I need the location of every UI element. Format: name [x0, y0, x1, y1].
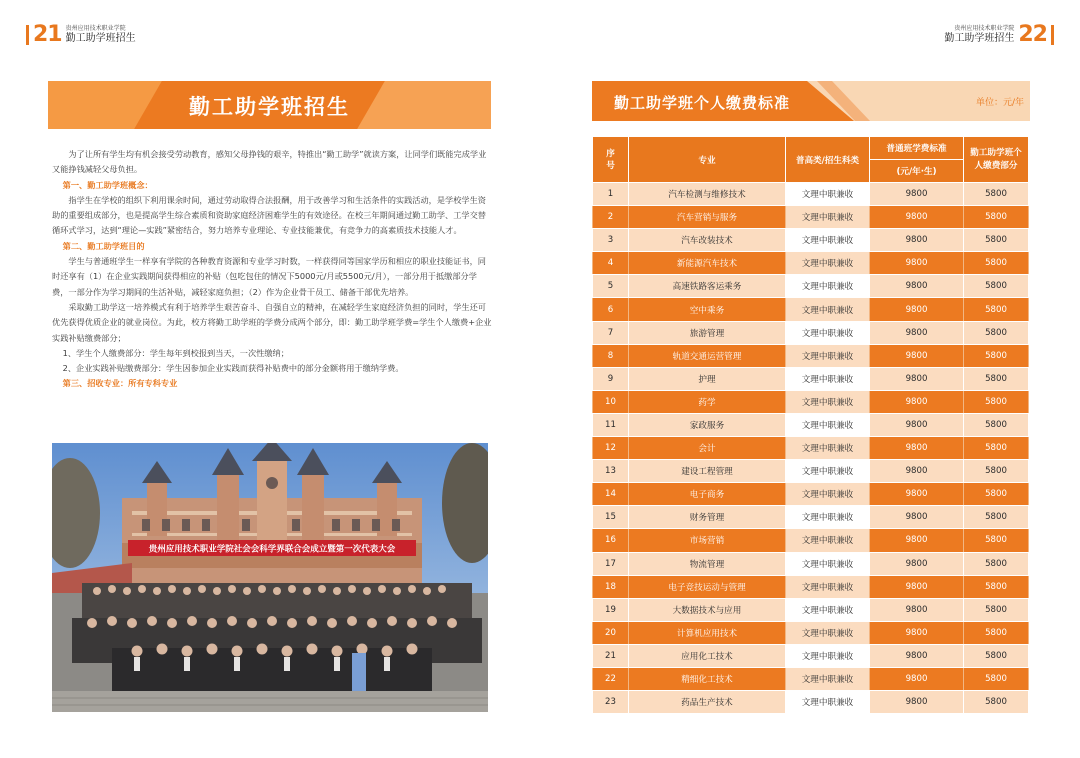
cell-type: 文理中职兼收: [786, 667, 870, 690]
cell-standard: 9800: [870, 413, 964, 436]
cell-fee: 5800: [964, 229, 1029, 252]
cell-type: 文理中职兼收: [786, 691, 870, 714]
running-title: 勤工助学班招生: [65, 32, 136, 44]
cell-fee: 5800: [964, 506, 1029, 529]
cell-fee: 5800: [964, 691, 1029, 714]
table-row: [593, 252, 1029, 275]
cell-standard: 9800: [870, 321, 964, 344]
cell-fee: 5800: [964, 598, 1029, 621]
page-number-bar: [26, 25, 29, 45]
cell-standard: 9800: [870, 460, 964, 483]
group-photo: [52, 443, 488, 712]
cell-type: 文理中职兼收: [786, 275, 870, 298]
table-row: [593, 460, 1029, 483]
cell-major: 空中乘务: [629, 298, 786, 321]
table-row: [593, 691, 1029, 714]
cell-major: 护理: [629, 367, 786, 390]
table-row: [593, 390, 1029, 413]
cell-standard: 9800: [870, 252, 964, 275]
cell-standard: 9800: [870, 598, 964, 621]
table-row: [593, 413, 1029, 436]
cell-major: 汽车改装技术: [629, 229, 786, 252]
cell-major: 市场营销: [629, 529, 786, 552]
column-header-index: 序号: [593, 137, 629, 183]
cell-fee: 5800: [964, 206, 1029, 229]
cell-standard: 9800: [870, 644, 964, 667]
column-header-major: 专业: [629, 137, 786, 183]
cell-index: 14: [593, 483, 629, 506]
cell-standard: 9800: [870, 667, 964, 690]
school-name: 贵州应用技术职业学院: [954, 24, 1015, 32]
intro-paragraph: 为了让所有学生均有机会接受劳动教育，感知父母挣钱的艰辛，特推出“勤工助学”就读方案，让同学们既能完成学业又能挣钱减轻父母负担。: [52, 149, 487, 175]
cell-type: 文理中职兼收: [786, 437, 870, 460]
table-row: [593, 321, 1029, 344]
section1-paragraph: 指学生在学校的组织下利用课余时间，通过劳动取得合法报酬，用于改善学习和生活条件的实践活动，是学校学生资助的重要组成部分，也是提高学生综合素质和资助家庭经济困难学生的有效途径。在校三年期间通过勤工助学、工学交替循环式学习，达到“理论—实践”紧密结合，努力培养专业理论、专业技能兼优，有竞争力的高素质技术技能人才。: [52, 194, 486, 236]
cell-type: 文理中职兼收: [786, 552, 870, 575]
left-banner-title: 勤工助学班招生: [189, 95, 350, 119]
cell-index: 18: [593, 575, 629, 598]
cell-major: 电子商务: [629, 483, 786, 506]
column-header-standard-unit: (元/年·生): [870, 160, 964, 183]
section3-heading: 第三、招收专业：所有专科专业: [62, 378, 178, 389]
cell-major: 物流管理: [629, 552, 786, 575]
cell-index: 1: [593, 183, 629, 206]
cell-index: 21: [593, 644, 629, 667]
cell-index: 22: [593, 667, 629, 690]
cell-index: 3: [593, 229, 629, 252]
cell-type: 文理中职兼收: [786, 367, 870, 390]
cell-fee: 5800: [964, 621, 1029, 644]
cell-type: 文理中职兼收: [786, 483, 870, 506]
cell-standard: 9800: [870, 621, 964, 644]
cell-type: 文理中职兼收: [786, 206, 870, 229]
cell-type: 文理中职兼收: [786, 321, 870, 344]
cell-index: 13: [593, 460, 629, 483]
table-row: [593, 275, 1029, 298]
fee-table: [592, 136, 1029, 714]
table-row: [593, 183, 1029, 206]
cell-index: 5: [593, 275, 629, 298]
cell-index: 4: [593, 252, 629, 275]
cell-fee: 5800: [964, 552, 1029, 575]
table-row: [593, 206, 1029, 229]
cell-major: 精细化工技术: [629, 667, 786, 690]
cell-index: 6: [593, 298, 629, 321]
cell-standard: 9800: [870, 206, 964, 229]
cell-standard: 9800: [870, 575, 964, 598]
cell-fee: 5800: [964, 460, 1029, 483]
cell-type: 文理中职兼收: [786, 390, 870, 413]
list-item: 2、企业实践补贴缴费部分：学生因参加企业实践而获得补贴费中的部分金额将用于缴纳学费。: [62, 363, 404, 374]
cell-fee: 5800: [964, 275, 1029, 298]
table-row: [593, 483, 1029, 506]
page-number-bar: [1051, 25, 1054, 45]
cell-index: 17: [593, 552, 629, 575]
cell-type: 文理中职兼收: [786, 183, 870, 206]
cell-major: 会计: [629, 437, 786, 460]
table-row: [593, 344, 1029, 367]
cell-major: 家政服务: [629, 413, 786, 436]
cell-standard: 9800: [870, 183, 964, 206]
cell-standard: 9800: [870, 483, 964, 506]
cell-standard: 9800: [870, 298, 964, 321]
cell-major: 财务管理: [629, 506, 786, 529]
cell-type: 文理中职兼收: [786, 344, 870, 367]
section1-heading: 第一、勤工助学班概念：: [62, 179, 153, 190]
cell-type: 文理中职兼收: [786, 644, 870, 667]
cell-major: 高速铁路客运乘务: [629, 275, 786, 298]
unit-label: 单位：元/年: [975, 98, 1024, 108]
cell-type: 文理中职兼收: [786, 298, 870, 321]
cell-fee: 5800: [964, 252, 1029, 275]
cell-standard: 9800: [870, 506, 964, 529]
section2-paragraph: 学生与普通班学生一样享有学院的各种教育资源和专业学习时数，一样获得同等国家学历和相应的职业技能证书，同时还享有（1）在企业实践期间获得相应的补贴（包吃包住的情况下5000元/月或5500元/月），一部分用于抵缴部分学费，一部分作为学习期间的生活补贴，减轻家庭负担；（2）作为企业骨干员工、储备干部优先培养。: [52, 256, 486, 297]
article-body: [52, 147, 492, 392]
section2-paragraph-2: 采取勤工助学这一培养模式有利于培养学生艰苦奋斗、自强自立的精神，在减轻学生家庭经济负担的同时，学生还可优先获得优质企业的就业岗位。为此，校方将勤工助学班的学费分成两个部分，即：勤工助学班学费=学生个人缴费+企业实践补贴缴费部分；: [52, 301, 492, 343]
cell-type: 文理中职兼收: [786, 529, 870, 552]
right-banner: [592, 81, 1030, 121]
cell-fee: 5800: [964, 437, 1029, 460]
cell-standard: 9800: [870, 691, 964, 714]
table-row: [593, 229, 1029, 252]
table-row: [593, 437, 1029, 460]
table-row: [593, 367, 1029, 390]
cell-standard: 9800: [870, 529, 964, 552]
cell-fee: 5800: [964, 483, 1029, 506]
section2-heading: 第二、勤工助学班目的: [62, 240, 145, 251]
cell-fee: 5800: [964, 321, 1029, 344]
cell-fee: 5800: [964, 529, 1029, 552]
table-row: [593, 552, 1029, 575]
page-number-left: [26, 22, 136, 47]
running-title: 勤工助学班招生: [944, 32, 1015, 44]
cell-index: 20: [593, 621, 629, 644]
cell-type: 文理中职兼收: [786, 413, 870, 436]
cell-standard: 9800: [870, 437, 964, 460]
cell-standard: 9800: [870, 367, 964, 390]
cell-major: 大数据技术与应用: [629, 598, 786, 621]
cell-index: 11: [593, 413, 629, 436]
cell-major: 药学: [629, 390, 786, 413]
cell-index: 2: [593, 206, 629, 229]
column-header-fee: 勤工助学班个人缴费部分: [964, 137, 1029, 183]
cell-fee: 5800: [964, 413, 1029, 436]
cell-major: 轨道交通运营管理: [629, 344, 786, 367]
column-header-type: 普高类/招生科类: [786, 137, 870, 183]
cell-standard: 9800: [870, 229, 964, 252]
cell-type: 文理中职兼收: [786, 252, 870, 275]
cell-fee: 5800: [964, 344, 1029, 367]
cell-index: 16: [593, 529, 629, 552]
cell-major: 药品生产技术: [629, 691, 786, 714]
cell-major: 旅游管理: [629, 321, 786, 344]
cell-index: 19: [593, 598, 629, 621]
cell-major: 电子竞技运动与管理: [629, 575, 786, 598]
cell-type: 文理中职兼收: [786, 229, 870, 252]
cell-type: 文理中职兼收: [786, 598, 870, 621]
table-row: [593, 506, 1029, 529]
table-row: [593, 644, 1029, 667]
cell-type: 文理中职兼收: [786, 460, 870, 483]
table-row: [593, 298, 1029, 321]
list-item: 1、学生个人缴费部分：学生每年到校报到当天，一次性缴纳；: [62, 347, 289, 358]
table-row: [593, 598, 1029, 621]
cell-fee: 5800: [964, 644, 1029, 667]
cell-standard: 9800: [870, 344, 964, 367]
cell-type: 文理中职兼收: [786, 621, 870, 644]
page-number-right: [944, 22, 1054, 47]
cell-major: 汽车营销与服务: [629, 206, 786, 229]
cell-index: 9: [593, 367, 629, 390]
page-number: 21: [33, 22, 62, 47]
cell-fee: 5800: [964, 183, 1029, 206]
page-number: 22: [1018, 22, 1047, 47]
cell-index: 10: [593, 390, 629, 413]
cell-major: 建设工程管理: [629, 460, 786, 483]
table-row: [593, 575, 1029, 598]
cell-major: 应用化工技术: [629, 644, 786, 667]
cell-standard: 9800: [870, 275, 964, 298]
table-row: [593, 621, 1029, 644]
cell-major: 新能源汽车技术: [629, 252, 786, 275]
cell-index: 7: [593, 321, 629, 344]
cell-standard: 9800: [870, 390, 964, 413]
cell-index: 23: [593, 691, 629, 714]
cell-fee: 5800: [964, 298, 1029, 321]
cell-fee: 5800: [964, 575, 1029, 598]
cell-fee: 5800: [964, 367, 1029, 390]
cell-type: 文理中职兼收: [786, 575, 870, 598]
cell-index: 15: [593, 506, 629, 529]
photo-banner-text: 贵州应用技术职业学院社会会科学界联合会成立暨第一次代表大会: [148, 544, 396, 555]
cell-index: 12: [593, 437, 629, 460]
cell-standard: 9800: [870, 552, 964, 575]
table-row: [593, 667, 1029, 690]
cell-type: 文理中职兼收: [786, 506, 870, 529]
table-row: [593, 529, 1029, 552]
cell-major: 计算机应用技术: [629, 621, 786, 644]
left-banner: [48, 81, 491, 129]
cell-major: 汽车检测与维修技术: [629, 183, 786, 206]
column-header-standard: 普通班学费标准: [870, 137, 964, 160]
cell-fee: 5800: [964, 390, 1029, 413]
right-banner-title: 勤工助学班个人缴费标准: [614, 94, 791, 112]
cell-fee: 5800: [964, 667, 1029, 690]
cell-index: 8: [593, 344, 629, 367]
school-name: 贵州应用技术职业学院: [65, 24, 126, 32]
